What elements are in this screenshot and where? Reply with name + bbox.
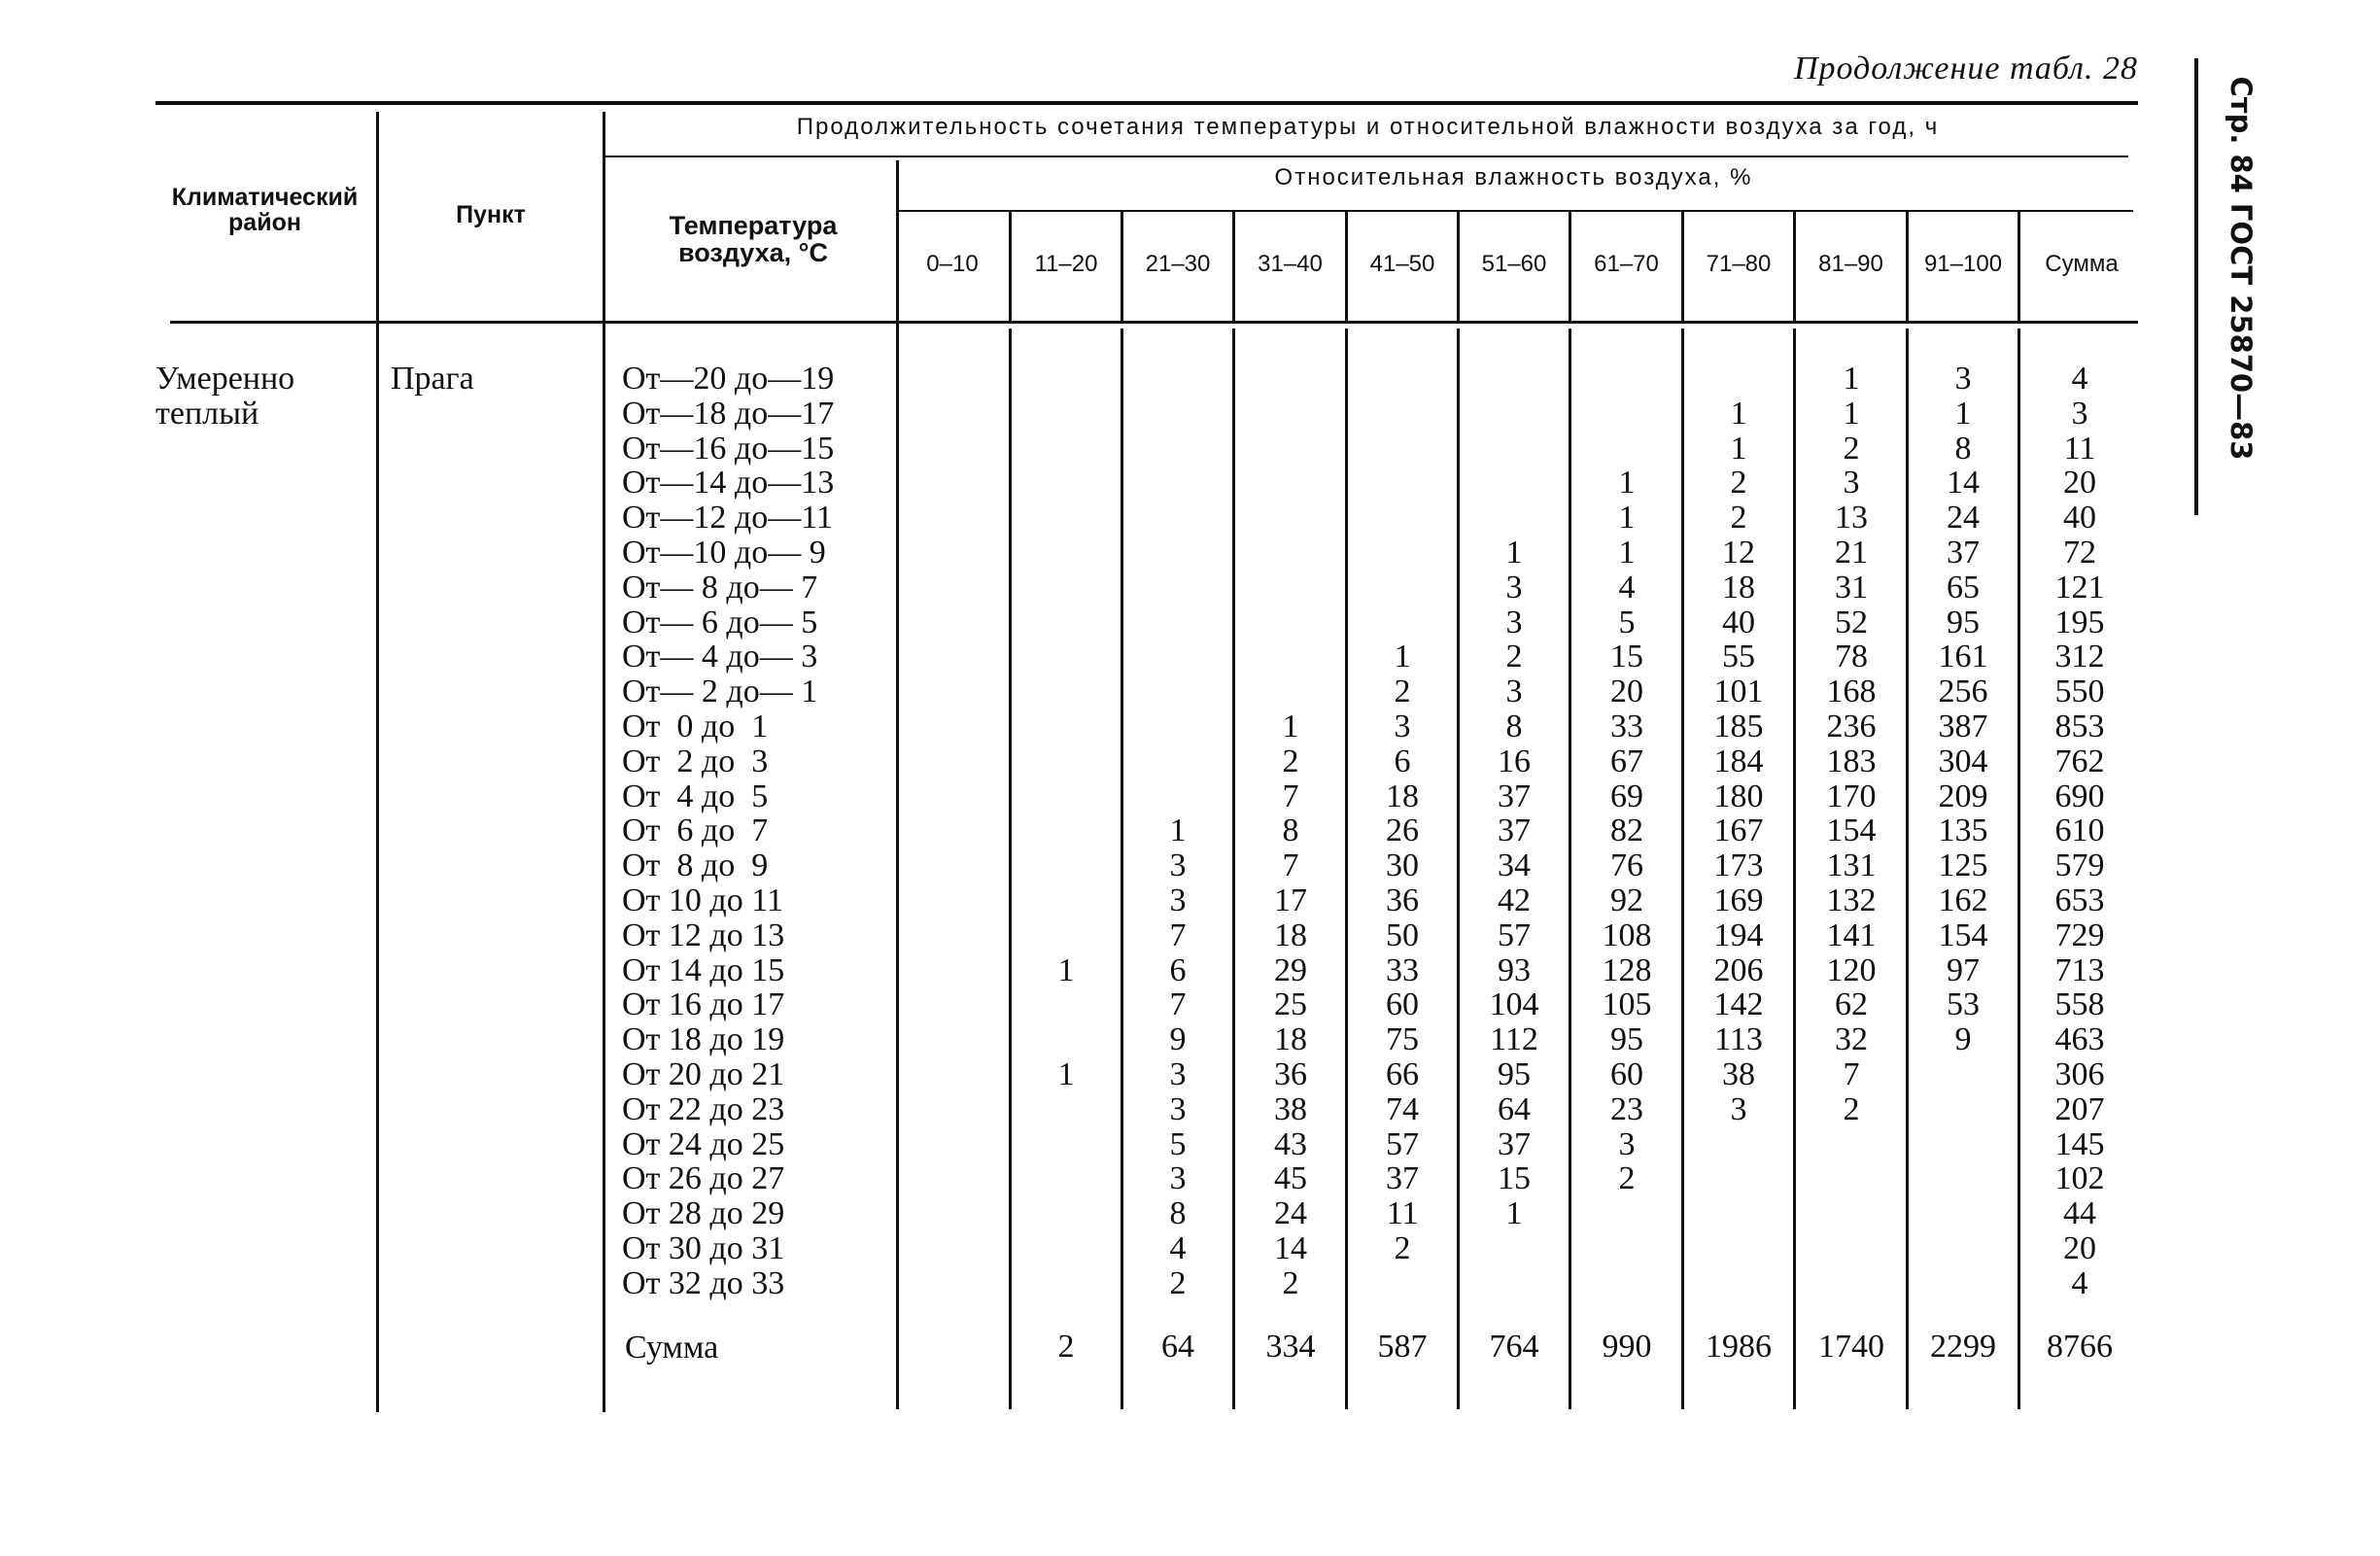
table-cell: 92: [1610, 882, 1643, 918]
table-cell: 37: [1498, 778, 1531, 814]
bin-divider: [1009, 328, 1012, 1409]
row-sum-cell: 44: [2063, 1195, 2096, 1231]
column-sum-cell: 334: [1265, 1329, 1316, 1365]
row-sum-cell: 463: [2054, 1021, 2105, 1057]
table-cell: 13: [1835, 500, 1868, 536]
temperature-range: От—18 до—17: [622, 396, 835, 432]
top-rule: [155, 101, 2138, 105]
table-cell: 55: [1722, 639, 1755, 674]
table-cell: 18: [1274, 917, 1307, 953]
table-cell: 154: [1826, 813, 1877, 848]
table-cell: 37: [1498, 1126, 1531, 1162]
temperature-range: От—16 до—15: [622, 431, 835, 467]
table-cell: 1: [1618, 535, 1636, 571]
bin-label: 91–100: [1923, 251, 2003, 277]
row-sum-cell: 4: [2071, 361, 2088, 397]
bin-label: 61–70: [1594, 251, 1659, 277]
table-cell: 1: [1057, 1056, 1075, 1092]
table-cell: 69: [1610, 778, 1643, 814]
temperature-range: От—10 до— 9: [622, 535, 826, 571]
table-cell: 1: [1730, 396, 1747, 432]
temperature-range: От— 4 до— 3: [622, 639, 818, 674]
temperature-range: От 14 до 15: [622, 952, 785, 988]
table-cell: 2: [1394, 1230, 1411, 1266]
table-cell: 3: [1505, 570, 1523, 605]
table-cell: 37: [1947, 535, 1980, 571]
table-cell: 206: [1713, 952, 1764, 988]
table-cell: 101: [1713, 674, 1764, 709]
table-cell: 8: [1505, 709, 1523, 744]
table-cell: 1: [1618, 465, 1636, 501]
region-name: Умеренно теплый: [155, 361, 295, 432]
duration-rule: [604, 156, 2128, 157]
table-cell: 2: [1282, 743, 1299, 779]
row-sum-cell: 550: [2054, 674, 2105, 709]
table-cell: 9: [1954, 1021, 1972, 1057]
table-cell: 66: [1386, 1056, 1419, 1092]
table-cell: 120: [1826, 952, 1877, 988]
column-sum-cell: 990: [1602, 1329, 1652, 1365]
table-cell: 18: [1386, 778, 1419, 814]
table-cell: 132: [1826, 882, 1877, 918]
table-cell: 185: [1713, 709, 1764, 744]
table-cell: 2: [1843, 431, 1860, 467]
table-cell: 14: [1274, 1230, 1307, 1266]
row-sum-cell: 72: [2063, 535, 2096, 571]
bin-divider: [1121, 328, 1123, 1409]
table-cell: 24: [1274, 1195, 1307, 1231]
bin-label: 11–20: [1034, 251, 1098, 277]
table-cell: 1: [1057, 952, 1075, 988]
table-cell: 1: [1843, 361, 1860, 397]
temperature-range: От 32 до 33: [622, 1265, 785, 1301]
bin-divider: [1232, 328, 1235, 1409]
table-cell: 8: [1169, 1195, 1187, 1231]
table-cell: 24: [1947, 500, 1980, 536]
temperature-range: От 18 до 19: [622, 1021, 785, 1057]
row-sum-cell: 11: [2063, 431, 2096, 467]
bin-label: 51–60: [1481, 251, 1547, 277]
table-cell: 1: [1730, 431, 1747, 467]
table-cell: 74: [1386, 1091, 1419, 1127]
table-cell: 4: [1618, 570, 1636, 605]
row-sum-cell: 653: [2054, 882, 2105, 918]
table-cell: 43: [1274, 1126, 1307, 1162]
table-cell: 2: [1730, 465, 1747, 501]
row-sum-cell: 121: [2054, 570, 2105, 605]
table-cell: 62: [1835, 986, 1868, 1022]
header-region: Климатический район: [171, 184, 359, 237]
table-cell: 169: [1713, 882, 1764, 918]
table-cell: 37: [1498, 813, 1531, 848]
table-cell: 18: [1722, 570, 1755, 605]
table-cell: 67: [1610, 743, 1643, 779]
region-divider: [376, 112, 379, 1412]
table-cell: 135: [1938, 813, 1988, 848]
table-cell: 1: [1843, 396, 1860, 432]
column-sum-cell: 2: [1057, 1329, 1075, 1365]
column-sum-cell: 8766: [2047, 1329, 2113, 1365]
table-cell: 112: [1490, 1021, 1538, 1057]
temperature-range: От— 8 до— 7: [622, 570, 818, 605]
table-cell: 113: [1714, 1021, 1763, 1057]
table-cell: 184: [1713, 743, 1764, 779]
continuation-label: Продолжение табл. 28: [1793, 51, 2138, 86]
point-name: Прага: [391, 361, 474, 397]
table-cell: 209: [1938, 778, 1988, 814]
row-sum-cell: 20: [2063, 1230, 2096, 1266]
temperature-range: От— 6 до— 5: [622, 605, 818, 640]
table-cell: 8: [1954, 431, 1972, 467]
side-page-header: [2206, 56, 2264, 474]
temperature-range: От 22 до 23: [622, 1091, 785, 1127]
table-cell: 30: [1386, 847, 1419, 883]
table-cell: 57: [1498, 917, 1531, 953]
column-sum-cell: 764: [1489, 1329, 1539, 1365]
table-cell: 37: [1386, 1160, 1419, 1196]
row-sum-cell: 579: [2054, 847, 2105, 883]
temperature-range: От—20 до—19: [622, 361, 835, 397]
temperature-range: От—14 до—13: [622, 465, 835, 501]
temperature-range: От 12 до 13: [622, 917, 785, 953]
table-cell: 45: [1274, 1160, 1307, 1196]
column-sum-cell: 1986: [1706, 1329, 1772, 1365]
row-sum-cell: 20: [2063, 465, 2096, 501]
table-cell: 3: [1169, 882, 1187, 918]
bin-label: 31–40: [1258, 251, 1323, 277]
table-cell: 1: [1954, 396, 1972, 432]
table-cell: 15: [1610, 639, 1643, 674]
table-cell: 183: [1826, 743, 1877, 779]
row-sum-cell: 207: [2054, 1091, 2105, 1127]
table-cell: 3: [1618, 1126, 1636, 1162]
side-header-text: Стр. 84 ГОСТ 25870—83: [2225, 76, 2258, 461]
table-cell: 32: [1835, 1021, 1868, 1057]
table-cell: 60: [1610, 1056, 1643, 1092]
table-cell: 52: [1835, 605, 1868, 640]
table-cell: 108: [1602, 917, 1652, 953]
table-cell: 40: [1722, 605, 1755, 640]
bin-label: 0–10: [926, 251, 979, 277]
table-cell: 2: [1169, 1265, 1187, 1301]
table-cell: 2: [1618, 1160, 1636, 1196]
row-sum-cell: 558: [2054, 986, 2105, 1022]
table-cell: 125: [1938, 847, 1988, 883]
bin-divider: [1345, 328, 1348, 1409]
table-cell: 95: [1610, 1021, 1643, 1057]
table-cell: 2: [1505, 639, 1523, 674]
table-cell: 36: [1274, 1056, 1307, 1092]
table-cell: 173: [1713, 847, 1764, 883]
table-cell: 180: [1713, 778, 1764, 814]
column-sum-cell: 2299: [1930, 1329, 1996, 1365]
table-cell: 82: [1610, 813, 1643, 848]
row-sum-cell: 729: [2054, 917, 2105, 953]
table-cell: 3: [1843, 465, 1860, 501]
table-cell: 53: [1947, 986, 1980, 1022]
table-cell: 23: [1610, 1091, 1643, 1127]
table-cell: 7: [1169, 986, 1187, 1022]
row-sum-cell: 690: [2054, 778, 2105, 814]
temperature-divider: [896, 160, 899, 1409]
table-cell: 3: [1169, 1160, 1187, 1196]
temperature-range: От 2 до 3: [622, 743, 769, 779]
table-cell: 5: [1618, 605, 1636, 640]
table-cell: 2: [1394, 674, 1411, 709]
point-divider: [603, 112, 605, 1412]
table-cell: 3: [1730, 1091, 1747, 1127]
temperature-range: От 8 до 9: [622, 847, 769, 883]
bin-divider: [2018, 328, 2020, 1409]
table-cell: 1: [1394, 639, 1411, 674]
table-cell: 1: [1505, 1195, 1523, 1231]
row-sum-cell: 4: [2071, 1265, 2088, 1301]
table-cell: 75: [1386, 1021, 1419, 1057]
table-cell: 29: [1274, 952, 1307, 988]
table-cell: 17: [1274, 882, 1307, 918]
temperature-range: От 26 до 27: [622, 1160, 785, 1196]
table-cell: 168: [1826, 674, 1877, 709]
bin-divider: [1569, 328, 1571, 1409]
bin-divider: [1457, 328, 1460, 1409]
row-sum-cell: 853: [2054, 709, 2105, 744]
table-cell: 60: [1386, 986, 1419, 1022]
row-sum-cell: 145: [2054, 1126, 2105, 1162]
table-cell: 3: [1954, 361, 1972, 397]
header-duration: Продолжительность сочетания температуры и относительной влажности воздуха за год, ч: [796, 114, 1940, 140]
table-cell: 3: [1169, 1056, 1187, 1092]
table-cell: 5: [1169, 1126, 1187, 1162]
table-cell: 7: [1169, 917, 1187, 953]
temperature-range: От 16 до 17: [622, 986, 785, 1022]
table-cell: 33: [1386, 952, 1419, 988]
column-sum-cell: 64: [1161, 1329, 1194, 1365]
table-cell: 7: [1282, 778, 1299, 814]
table-cell: 14: [1947, 465, 1980, 501]
temperature-range: От 0 до 1: [622, 709, 769, 744]
table-cell: 2: [1843, 1091, 1860, 1127]
header-humidity: Относительная влажность воздуха, %: [1274, 164, 1753, 190]
row-sum-cell: 306: [2054, 1056, 2105, 1092]
row-sum-cell: 312: [2054, 639, 2105, 674]
temperature-range: От 6 до 7: [622, 813, 769, 848]
row-sum-cell: 610: [2054, 813, 2105, 848]
table-cell: 16: [1498, 743, 1531, 779]
table-cell: 42: [1498, 882, 1531, 918]
table-cell: 142: [1713, 986, 1764, 1022]
table-cell: 21: [1835, 535, 1868, 571]
row-sum-cell: 102: [2054, 1160, 2105, 1196]
bin-label: 81–90: [1818, 251, 1883, 277]
table-cell: 3: [1169, 1091, 1187, 1127]
table-cell: 25: [1274, 986, 1307, 1022]
table-cell: 57: [1386, 1126, 1419, 1162]
table-cell: 20: [1610, 674, 1643, 709]
temperature-range: От 24 до 25: [622, 1126, 785, 1162]
bin-label: Сумма: [2045, 251, 2119, 277]
temperature-range: От— 2 до— 1: [622, 674, 818, 709]
header-temperature: Температура воздуха, °С: [669, 211, 838, 268]
table-cell: 162: [1938, 882, 1988, 918]
bin-divider: [1906, 328, 1909, 1409]
table-cell: 38: [1274, 1091, 1307, 1127]
row-sum-cell: 195: [2054, 605, 2105, 640]
table-cell: 8: [1282, 813, 1299, 848]
table-cell: 1: [1618, 500, 1636, 536]
row-sum-cell: 40: [2063, 500, 2096, 536]
table-cell: 131: [1826, 847, 1877, 883]
table-cell: 2: [1730, 500, 1747, 536]
table-cell: 3: [1394, 709, 1411, 744]
humidity-rule: [899, 210, 2133, 212]
table-cell: 76: [1610, 847, 1643, 883]
table-cell: 31: [1835, 570, 1868, 605]
table-cell: 154: [1938, 917, 1988, 953]
table-cell: 65: [1947, 570, 1980, 605]
table-cell: 6: [1169, 952, 1187, 988]
bin-divider: [1793, 328, 1796, 1409]
temperature-range: От 30 до 31: [622, 1230, 785, 1266]
table-cell: 95: [1498, 1056, 1531, 1092]
table-cell: 104: [1489, 986, 1539, 1022]
temperature-range: От—12 до—11: [622, 500, 833, 536]
table-cell: 1: [1505, 535, 1523, 571]
table-cell: 12: [1722, 535, 1755, 571]
table-cell: 7: [1282, 847, 1299, 883]
temperature-range: От 28 до 29: [622, 1195, 785, 1231]
table-cell: 78: [1835, 639, 1868, 674]
table-cell: 26: [1386, 813, 1419, 848]
table-cell: 170: [1826, 778, 1877, 814]
header-bottom-rule: [170, 321, 2138, 324]
bin-label: 21–30: [1145, 251, 1211, 277]
table-cell: 18: [1274, 1021, 1307, 1057]
table-cell: 3: [1169, 847, 1187, 883]
bin-divider: [1681, 328, 1684, 1409]
table-cell: 34: [1498, 847, 1531, 883]
table-cell: 105: [1602, 986, 1652, 1022]
sum-label: Сумма: [625, 1330, 719, 1366]
table-cell: 50: [1386, 917, 1419, 953]
table-cell: 33: [1610, 709, 1643, 744]
table-cell: 4: [1169, 1230, 1187, 1266]
table-cell: 236: [1826, 709, 1877, 744]
row-sum-cell: 3: [2071, 396, 2088, 432]
table-cell: 161: [1938, 639, 1988, 674]
table-cell: 194: [1713, 917, 1764, 953]
table-cell: 11: [1386, 1195, 1419, 1231]
table-cell: 167: [1713, 813, 1764, 848]
temperature-range: От 20 до 21: [622, 1056, 785, 1092]
row-sum-cell: 762: [2054, 743, 2105, 779]
column-sum-cell: 1740: [1818, 1329, 1884, 1365]
table-cell: 256: [1938, 674, 1988, 709]
table-cell: 36: [1386, 882, 1419, 918]
table-cell: 95: [1947, 605, 1980, 640]
temperature-range: От 10 до 11: [622, 882, 783, 918]
table-cell: 7: [1843, 1056, 1860, 1092]
table-cell: 1: [1282, 709, 1299, 744]
table-cell: 141: [1826, 917, 1877, 953]
table-cell: 3: [1505, 674, 1523, 709]
table-cell: 15: [1498, 1160, 1531, 1196]
table-cell: 38: [1722, 1056, 1755, 1092]
table-cell: 1: [1169, 813, 1187, 848]
table-cell: 304: [1938, 743, 1988, 779]
table-cell: 9: [1169, 1021, 1187, 1057]
table-cell: 2: [1282, 1265, 1299, 1301]
table-cell: 3: [1505, 605, 1523, 640]
table-cell: 128: [1602, 952, 1652, 988]
table-cell: 6: [1394, 743, 1411, 779]
table-cell: 387: [1938, 709, 1988, 744]
row-sum-cell: 713: [2054, 952, 2105, 988]
table-cell: 64: [1498, 1091, 1531, 1127]
bin-label: 41–50: [1369, 251, 1435, 277]
bin-label: 71–80: [1706, 251, 1772, 277]
side-rule: [2194, 58, 2198, 515]
table-cell: 93: [1498, 952, 1531, 988]
header-point: Пункт: [456, 201, 526, 228]
table-cell: 97: [1947, 952, 1980, 988]
column-sum-cell: 587: [1377, 1329, 1428, 1365]
temperature-range: От 4 до 5: [622, 778, 769, 814]
